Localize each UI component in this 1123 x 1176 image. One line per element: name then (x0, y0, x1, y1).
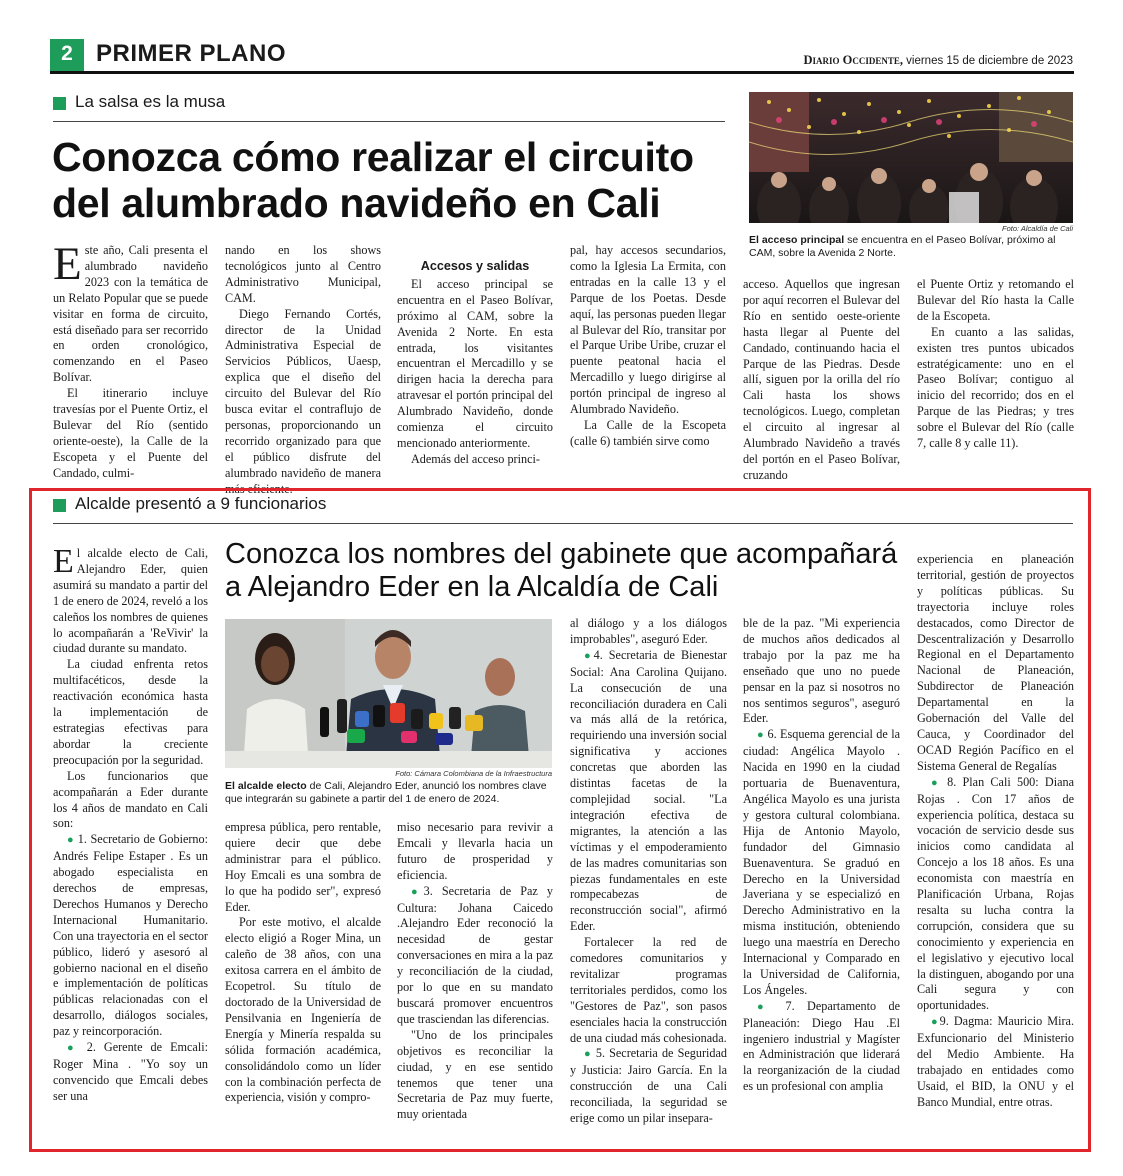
article1-col-6: el Puente Ortiz y retomando el Bulevar del Río hasta la Calle de la Escopeta. En cuanto a las salidas, existen tres puntos ubicados estratégicamente: uno en el Paseo Bolívar; contiguo al inicio del recorrido; dos en el Parque de las Piedras; y tres sobre el Bulevar del Río (calle 7, calle 8 y calle 11). (917, 277, 1074, 451)
bullet-icon: ● (757, 729, 765, 742)
bullet-icon: ● (411, 885, 424, 898)
christmas-lights-photo (749, 92, 1073, 223)
kicker-square-icon (53, 499, 66, 512)
article1-col-2: nando en los shows tecnológicos junto al Centro Administrativo Municipal, CAM. Diego Fernando Cortés, director de la Unidad Administrativa Especial de Servicios Públicos, Uaesp, explica que el diseño del circuito del Bulevar del Río busca evitar el contraflujo de personas, proporcionando un recorrido organizado para que el público disfrute del alumbrado navideño de manera más eficiente. (225, 243, 381, 496)
press-conference-photo (225, 619, 552, 768)
article2-col-2: empresa pública, pero rentable, quiere decir que debe administrar para el público. Hoy Emcali es una sombra de lo que ha podido ser", expresó Eder. Por este motivo, el alcalde electo eligió a Roger Mina, un caleño de 38 años, con una exitosa carrera en el ámbito de Ecopetrol. Su título de doctorado de la Universidad de Pensilvania en Ingeniería de Energía y Minería respalda su sólida formación académica, consolidándolo como un líder con la combinación perfecta de experiencia, visión y compro- (225, 820, 381, 1105)
bullet-icon: ● (67, 834, 75, 847)
article2-col-6: experiencia en planeación territorial, gestión de proyectos y políticas públicas. Su trayectoria incluye roles destacados, como Director de Descentralización y Desarrollo Regional en el Departamento Nacional de Planeación, Subdirector de Planeación Departamental en la Gobernación del Valle del Cauca, y Coordinador del OCAD Región Pacífico en el Sistema General de Regalías ● 8. Plan Cali 500: Diana Rojas . Con 17 años de experiencia política, destaca su vocación de servicio desde sus inicios como candidata al Concejo a los 18 años. Es una economista con maestría en Planificación Urbana, Rojas resalta su lucha contra la corrupción, considera que su conocimiento y experiencia en el legislativo y ejecutivo local la distinguen, abogando por una Cali segura y con oportunidades. ●9. Dagma: Mauricio Mira. Exfuncionario del Ministerio del Medio Ambiente. Ha trabajado en entidades como Usaid, el BID, la ONU y el Banco Mundial, entre otras. (917, 552, 1074, 1109)
newspaper-name: Diario Occidente, (803, 53, 904, 67)
bullet-icon: ● (67, 1042, 79, 1055)
bullet-icon: ● (931, 776, 941, 789)
kicker-square-icon (53, 97, 66, 110)
headline-line-1: Conozca cómo realizar el circuito (52, 134, 694, 180)
bullet-icon: ● (584, 649, 594, 662)
headline-line-1: Conozca los nombres del gabinete que acompañará (225, 538, 898, 570)
article2-col-4: al diálogo y a los diálogos improbables", aseguró Eder. ●4. Secretaria de Bienestar Social: Ana Carolina Quijano. La consecución de una reconciliación duradera en Cali va más allá de la retórica, requiriendo una inversión social significativa y acciones concretas que aborden las distintas facetas de la complejidad social. "La integración efectiva de migrantes, la atención a las víctimas y el empoderamiento de las madres comunitarias son piezas fundamentales en este rompecabezas de reconstrucción social", afirmó Eder. Fortalecer la red de comedores comunitarios y revitalizar programas territoriales perdidos, como los "Gestores de Paz", son pasos esenciales hacia la construcción de una ciudad más cohesionada. ● 5. Secretaria de Seguridad y Justicia: Jairo García. En la construcción de una Cali reconciliada, la seguridad se erige como un pilar insepara- (570, 616, 727, 1126)
bullet-icon: ● (757, 1000, 774, 1013)
headline-line-2: del alumbrado navideño en Cali (52, 180, 661, 226)
masthead-date (740, 53, 1073, 68)
headline-line-2: a Alejandro Eder en la Alcaldía de Cali (225, 571, 719, 603)
article1-kicker: La salsa es la musa (53, 92, 225, 112)
article1-photo-credit: Foto: Alcaldía de Cali (1001, 224, 1073, 233)
article2-col-3: miso necesario para revivir a Emcali y llevarla hacia un futuro de prosperidad y eficiencia. ●3. Secretaria de Paz y Cultura: Johana Caicedo .Alejandro Eder reconoció la necesidad de gestar conversaciones en mira a la paz y reconciliación de la ciudad, por lo que en su mandato buscará promover encuentros que trasciendan las diferencias. "Uno de los principales objetivos es reconciliar la ciudad, y en ese sentido tenemos que tener una Secretaria de Paz muy fuerte, muy orientada (397, 820, 553, 1122)
dropcap: E (53, 238, 82, 290)
kicker-rule (53, 121, 725, 122)
article1-headline (52, 134, 694, 226)
article1-col-1: Este año, Cali presenta el alumbrado navideño 2023 con la temática de un Relato Popular que se puede visitar en forma de circuito, está diseñado para ser recorrido en orden cronológico, comenzando en el Paseo Bolívar. El itinerario incluye travesías por el Puente Ortiz, el Bulevar del Río (sentido oriente-oeste), la Calle de la Escopeta y el Puente del Candado, culmi- (53, 238, 208, 480)
article2-col-1: El alcalde electo de Cali, Alejandro Eder, quien asumirá su mandato a partir del 1 de enero de 2024, reveló a los caleños los nombres de quienes lo acompañarán a 'ReVivir' la ciudad durante su mandato. La ciudad enfrenta retos multifacéticos, desde la reactivación económica hasta la implementación de estrategias efectivas para abordar la creciente preocupación por la seguridad. Los funcionarios que acompañarán a Eder durante los 4 años de mandato en Cali son: ● 1. Secretario de Gobierno: Andrés Felipe Estaper . Es un abogado especialista en derechos de empresas, Derechos Humanos y Derecho Internacional Humanitario. Con una trayectoria en el sector público, lideró y asesoró al gobierno nacional en el diseño e implementación de políticas públicas relacionadas con el desarrollo, diálogos sociales, paz y reincorporación. ● 2. Gerente de Emcali: Roger Mina . "Yo soy un convencido que Emcali debes ser una (53, 543, 208, 1103)
page-number: 2 (61, 42, 73, 65)
issue-date: viernes 15 de diciembre de 2023 (906, 55, 1073, 67)
article1-col-3: Accesos y salidas El acceso principal se encuentra en el Paseo Bolívar, próximo al CAM, sobre la Avenida 2 Norte. En esta entrada, los visitantes encuentran el Mercadillo y se dirigen hacia la derecha para atravesar el portón principal del Alumbrado Navideño, donde comienza el circuito mencionado anteriormente. Además del acceso princi- (397, 259, 553, 466)
kicker-rule (53, 523, 1073, 524)
dropcap: E (53, 543, 74, 580)
article1-photo-caption: El acceso principal se encuentra en el Paseo Bolívar, próximo al CAM, sobre la Avenida 2 Norte. (749, 234, 1056, 259)
section-title: PRIMER PLANO (96, 40, 287, 67)
article2-col-5: ble de la paz. "Mi experiencia de muchos años dedicados al trabajo por la paz me ha enseñado que uno no puede pensar en la paz si nosotros no nos sentimos seguros", aseguró Eder. ● 6. Esquema gerencial de la ciudad: Angélica Mayolo . Nacida en 1990 en la ciudad portuaria de Buenaventura, Angélica Mayolo es una jurista y gestora cultural colombiana. Hija de Antonio Mayolo, fundador del Gimnasio Buenaventura. Se graduó en Derecho en la Universidad Javeriana y se especializó en Derecho Administrativo en la misma institución, obteniendo luego una maestría en Derecho Internacional y Comparado en la Universidad de California, Los Ángeles. ● 7. Departamento de Planeación: Diego Hau .El ingeniero industrial y Magíster en Administración que liderará la reorganización de la ciudad es un profesional con amplia (743, 616, 900, 1094)
article2-kicker: Alcalde presentó a 9 funcionarios (53, 494, 326, 514)
article1-col-4: pal, hay accesos secundarios, como la Iglesia La Ermita, con entradas en la calle 13 y el Parque de los Poetas. Desde aquí, las personas pueden llegar al Bulevar del Río, transitar por el Parque Uribe Uribe, cruzar el puente peatonal hacia el Mercadillo y luego dirigirse al portón principal de ingreso al Alumbrado Navideño. La Calle de la Escopeta (calle 6) también sirve como (570, 243, 726, 448)
article2-headline (225, 538, 897, 604)
bullet-icon: ● (584, 1048, 592, 1061)
article1-col-5: acceso. Aquellos que ingresan por aquí recorren el Bulevar del Río en sentido oeste-oriente hasta llegar al Puente del Candado, continuando hacia el Parque de las Piedras. Desde allí, siguen por la orilla del río Cali hasta los shows tecnológicos. Luego, completan el circuito al ingresar al Alumbrado Navideño a través del portón en el Paseo Bolívar, cruzando (743, 277, 900, 482)
article2-photo-credit: Foto: Cámara Colombiana de la Infraestructura (395, 769, 552, 778)
bullet-icon: ● (931, 1016, 940, 1029)
subhead-accesos: Accesos y salidas (420, 259, 530, 273)
page-number-box (50, 39, 84, 71)
header-rule (50, 71, 1074, 74)
article2-photo-caption: El alcalde electo de Cali, Alejandro Eder, anunció los nombres clave que integrarán su gabinete a partir del 1 de enero de 2024. (225, 780, 547, 805)
